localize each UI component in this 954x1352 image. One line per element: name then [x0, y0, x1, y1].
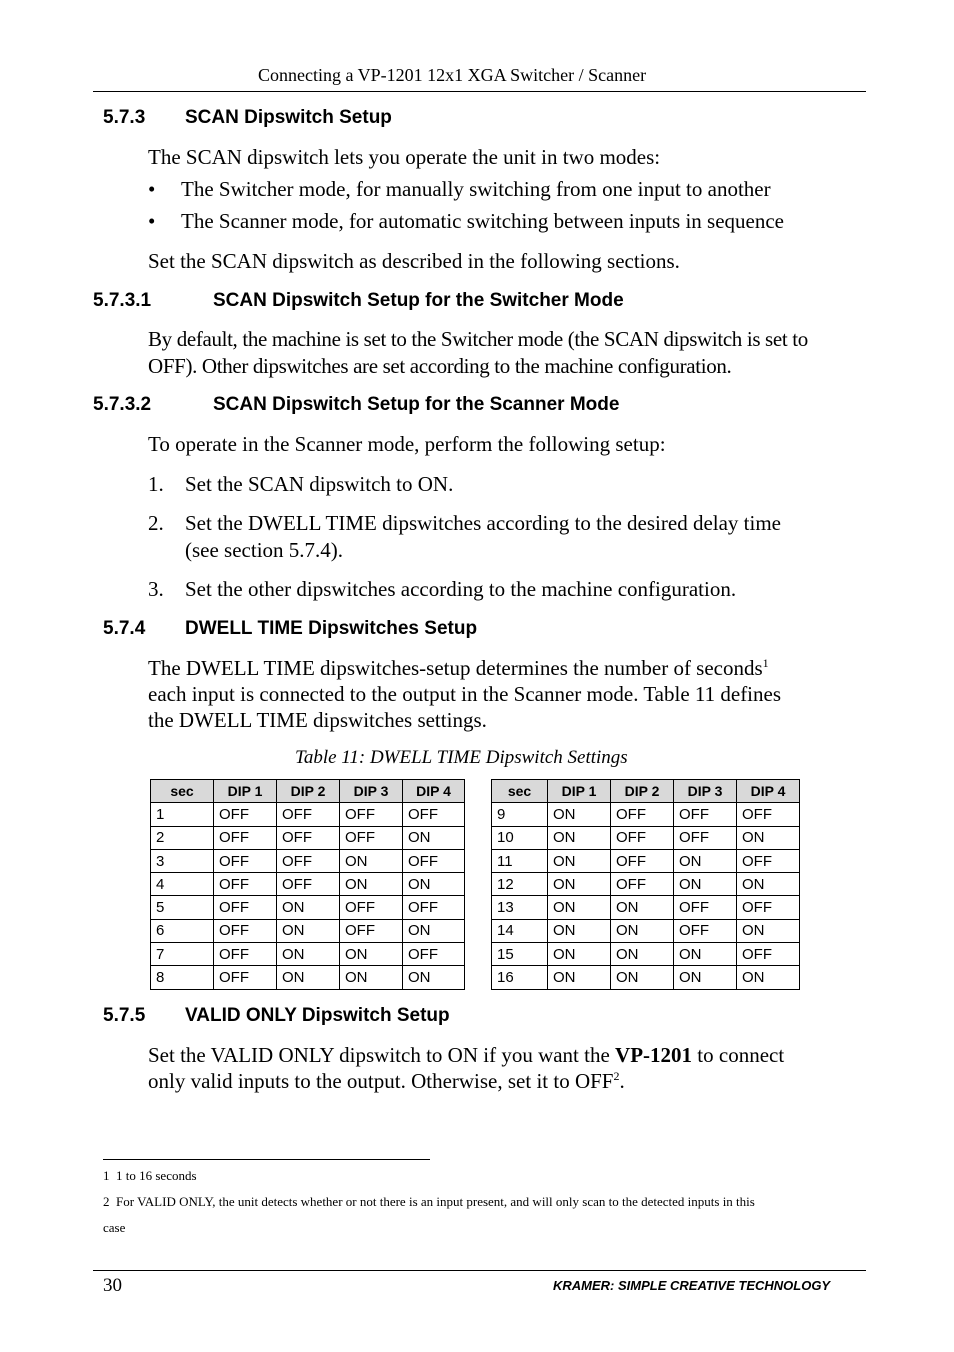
table-row	[492, 919, 800, 942]
table-header-row	[151, 780, 465, 803]
dip-state-cell: OFF	[611, 873, 674, 896]
paragraph-scan-outro: Set the SCAN dipswitch as described in the following sections.	[148, 249, 680, 273]
footnote-1	[103, 1163, 197, 1189]
dip-state-cell: OFF	[403, 943, 465, 966]
dip-state-cell: OFF	[214, 896, 277, 919]
seconds-cell: 7	[151, 943, 214, 966]
section-number: 5.7.3.2	[93, 394, 152, 415]
dip-state-cell: ON	[277, 943, 340, 966]
section-title: VALID ONLY Dipswitch Setup	[185, 1005, 450, 1026]
footer-rule	[93, 1270, 866, 1271]
dip-state-cell: OFF	[403, 849, 465, 872]
table-row	[492, 873, 800, 896]
dwell-time-table-right	[491, 779, 800, 990]
seconds-cell: 14	[492, 919, 548, 942]
valid-text: .	[619, 1069, 625, 1093]
column-header: sec	[492, 780, 548, 803]
dip-state-cell: ON	[403, 873, 465, 896]
dip-state-cell: OFF	[737, 943, 800, 966]
dip-state-cell: ON	[548, 896, 611, 919]
dip-state-cell: ON	[674, 966, 737, 989]
table-row	[492, 896, 800, 919]
section-title: DWELL TIME Dipswitches Setup	[185, 618, 478, 639]
dip-state-cell: OFF	[277, 803, 340, 826]
dip-state-cell: ON	[340, 873, 403, 896]
section-number: 5.7.4	[103, 618, 146, 639]
dip-state-cell: OFF	[611, 849, 674, 872]
dip-state-cell: ON	[403, 826, 465, 849]
product-name: VP-1201	[615, 1043, 693, 1067]
dip-state-cell: OFF	[277, 873, 340, 896]
valid-text: only valid inputs to the output. Otherwise, set it to OFF	[148, 1069, 614, 1093]
dip-state-cell: ON	[340, 966, 403, 989]
table-row	[151, 849, 465, 872]
dwell-time-table-left	[150, 779, 465, 990]
dip-state-cell: ON	[277, 919, 340, 942]
dip-state-cell: ON	[340, 943, 403, 966]
page-number: 30	[103, 1275, 122, 1296]
bullet-icon: •	[148, 177, 156, 201]
dip-state-cell: ON	[611, 966, 674, 989]
bullet-text: The Scanner mode, for automatic switching between inputs in sequence	[181, 209, 784, 233]
dip-state-cell: OFF	[674, 803, 737, 826]
dip-state-cell: OFF	[737, 803, 800, 826]
dip-state-cell: OFF	[340, 826, 403, 849]
table-row	[492, 826, 800, 849]
table-row	[151, 826, 465, 849]
dip-state-cell: OFF	[214, 919, 277, 942]
seconds-cell: 8	[151, 966, 214, 989]
seconds-cell: 3	[151, 849, 214, 872]
section-title: SCAN Dipswitch Setup	[185, 107, 392, 128]
table-row	[492, 966, 800, 989]
step-text: Set the other dipswitches according to the machine configuration.	[185, 577, 737, 601]
section-title: SCAN Dipswitch Setup for the Switcher Mode	[213, 290, 624, 311]
seconds-cell: 12	[492, 873, 548, 896]
dip-state-cell: ON	[548, 849, 611, 872]
dip-state-cell: ON	[611, 919, 674, 942]
valid-text: to connect	[692, 1043, 785, 1067]
dip-state-cell: OFF	[214, 849, 277, 872]
footer-tagline: KRAMER: SIMPLE CREATIVE TECHNOLOGY	[553, 1278, 831, 1293]
footnote-ref: 2	[613, 1069, 620, 1083]
seconds-cell: 2	[151, 826, 214, 849]
seconds-cell: 4	[151, 873, 214, 896]
dip-state-cell: ON	[737, 919, 800, 942]
dip-state-cell: OFF	[611, 803, 674, 826]
section-title: SCAN Dipswitch Setup for the Scanner Mode	[213, 394, 620, 415]
seconds-cell: 5	[151, 896, 214, 919]
seconds-cell: 15	[492, 943, 548, 966]
paragraph-dwell-line2: each input is connected to the output in the Scanner mode. Table 11 defines	[148, 682, 782, 706]
dip-state-cell: ON	[548, 966, 611, 989]
dip-state-cell: OFF	[277, 826, 340, 849]
column-header: DIP 1	[548, 780, 611, 803]
dip-state-cell: ON	[277, 896, 340, 919]
dip-state-cell: OFF	[674, 896, 737, 919]
section-number: 5.7.3.1	[93, 290, 152, 311]
dip-state-cell: ON	[674, 873, 737, 896]
table-header-row	[492, 780, 800, 803]
footnote-text: For VALID ONLY, the unit detects whether or not there is an input present, and will only scan to the detected inputs in this	[116, 1194, 755, 1209]
running-header: Connecting a VP-1201 12x1 XGA Switcher / Scanner	[258, 65, 647, 85]
valid-text: Set the VALID ONLY dipswitch to ON if you want the	[148, 1043, 616, 1067]
step-number: 3.	[148, 577, 164, 601]
dip-state-cell: OFF	[340, 896, 403, 919]
dip-state-cell: ON	[674, 849, 737, 872]
dip-state-cell: ON	[737, 873, 800, 896]
dip-state-cell: ON	[737, 966, 800, 989]
step-number: 2.	[148, 511, 164, 535]
footnote-2-continued: case	[103, 1220, 126, 1235]
seconds-cell: 10	[492, 826, 548, 849]
column-header: DIP 4	[403, 780, 465, 803]
bullet-icon: •	[148, 209, 156, 233]
dip-state-cell: ON	[737, 826, 800, 849]
table-row	[151, 966, 465, 989]
table-row	[492, 803, 800, 826]
dip-state-cell: ON	[674, 943, 737, 966]
paragraph-switcher-line2: OFF). Other dipswitches are set according to the machine configuration.	[148, 354, 732, 378]
footnote-number: 2	[103, 1194, 110, 1209]
dip-state-cell: OFF	[674, 826, 737, 849]
dip-state-cell: OFF	[214, 803, 277, 826]
dip-state-cell: OFF	[737, 896, 800, 919]
section-number: 5.7.3	[103, 107, 146, 128]
dip-state-cell: OFF	[214, 826, 277, 849]
dip-state-cell: ON	[403, 919, 465, 942]
seconds-cell: 11	[492, 849, 548, 872]
paragraph-scanner-intro: To operate in the Scanner mode, perform the following setup:	[148, 432, 666, 456]
dip-state-cell: ON	[403, 966, 465, 989]
footnote-2	[103, 1189, 755, 1215]
seconds-cell: 13	[492, 896, 548, 919]
table-row	[151, 919, 465, 942]
dip-state-cell: ON	[611, 896, 674, 919]
paragraph-dwell-line3: the DWELL TIME dipswitches settings.	[148, 708, 487, 732]
dip-state-cell: OFF	[611, 826, 674, 849]
dip-state-cell: OFF	[674, 919, 737, 942]
dip-state-cell: OFF	[403, 803, 465, 826]
dip-state-cell: ON	[548, 919, 611, 942]
dwell-text: The DWELL TIME dipswitches-setup determines the number of seconds	[148, 656, 763, 680]
dip-state-cell: OFF	[214, 873, 277, 896]
dip-state-cell: OFF	[340, 803, 403, 826]
footnote-text: 1 to 16 seconds	[116, 1168, 197, 1183]
dip-state-cell: OFF	[214, 966, 277, 989]
step-text: Set the DWELL TIME dipswitches according to the desired delay time	[185, 511, 781, 535]
dip-state-cell: ON	[340, 849, 403, 872]
column-header: DIP 3	[340, 780, 403, 803]
footnote-rule	[103, 1159, 430, 1160]
paragraph-valid-line1	[148, 1042, 784, 1069]
seconds-cell: 1	[151, 803, 214, 826]
dip-state-cell: ON	[548, 873, 611, 896]
footnote-ref: 1	[762, 656, 769, 670]
table-row	[151, 803, 465, 826]
dip-state-cell: OFF	[737, 849, 800, 872]
dip-state-cell: ON	[548, 826, 611, 849]
table-row	[151, 896, 465, 919]
dip-state-cell: OFF	[403, 896, 465, 919]
table-caption: Table 11: DWELL TIME Dipswitch Settings	[295, 747, 628, 768]
section-number: 5.7.5	[103, 1005, 146, 1026]
dip-state-cell: OFF	[277, 849, 340, 872]
paragraph-scan-intro: The SCAN dipswitch lets you operate the unit in two modes:	[148, 145, 661, 169]
paragraph-switcher-line1: By default, the machine is set to the Switcher mode (the SCAN dipswitch is set to	[148, 327, 808, 351]
dip-state-cell: ON	[611, 943, 674, 966]
column-header: DIP 1	[214, 780, 277, 803]
column-header: DIP 2	[277, 780, 340, 803]
seconds-cell: 9	[492, 803, 548, 826]
paragraph-dwell-line1	[148, 655, 769, 682]
paragraph-valid-line2	[148, 1068, 625, 1095]
table-row	[492, 943, 800, 966]
column-header: sec	[151, 780, 214, 803]
column-header: DIP 3	[674, 780, 737, 803]
dip-state-cell: ON	[277, 966, 340, 989]
column-header: DIP 4	[737, 780, 800, 803]
bullet-text: The Switcher mode, for manually switching from one input to another	[181, 177, 771, 201]
footnote-number: 1	[103, 1168, 110, 1183]
dip-state-cell: OFF	[214, 943, 277, 966]
table-row	[151, 943, 465, 966]
seconds-cell: 6	[151, 919, 214, 942]
step-number: 1.	[148, 472, 164, 496]
table-row	[151, 873, 465, 896]
table-row	[492, 849, 800, 872]
dip-state-cell: OFF	[340, 919, 403, 942]
step-text: Set the SCAN dipswitch to ON.	[185, 472, 454, 496]
column-header: DIP 2	[611, 780, 674, 803]
dip-state-cell: ON	[548, 943, 611, 966]
seconds-cell: 16	[492, 966, 548, 989]
step-text-continued: (see section 5.7.4).	[185, 538, 344, 562]
header-rule	[93, 91, 866, 92]
dip-state-cell: ON	[548, 803, 611, 826]
